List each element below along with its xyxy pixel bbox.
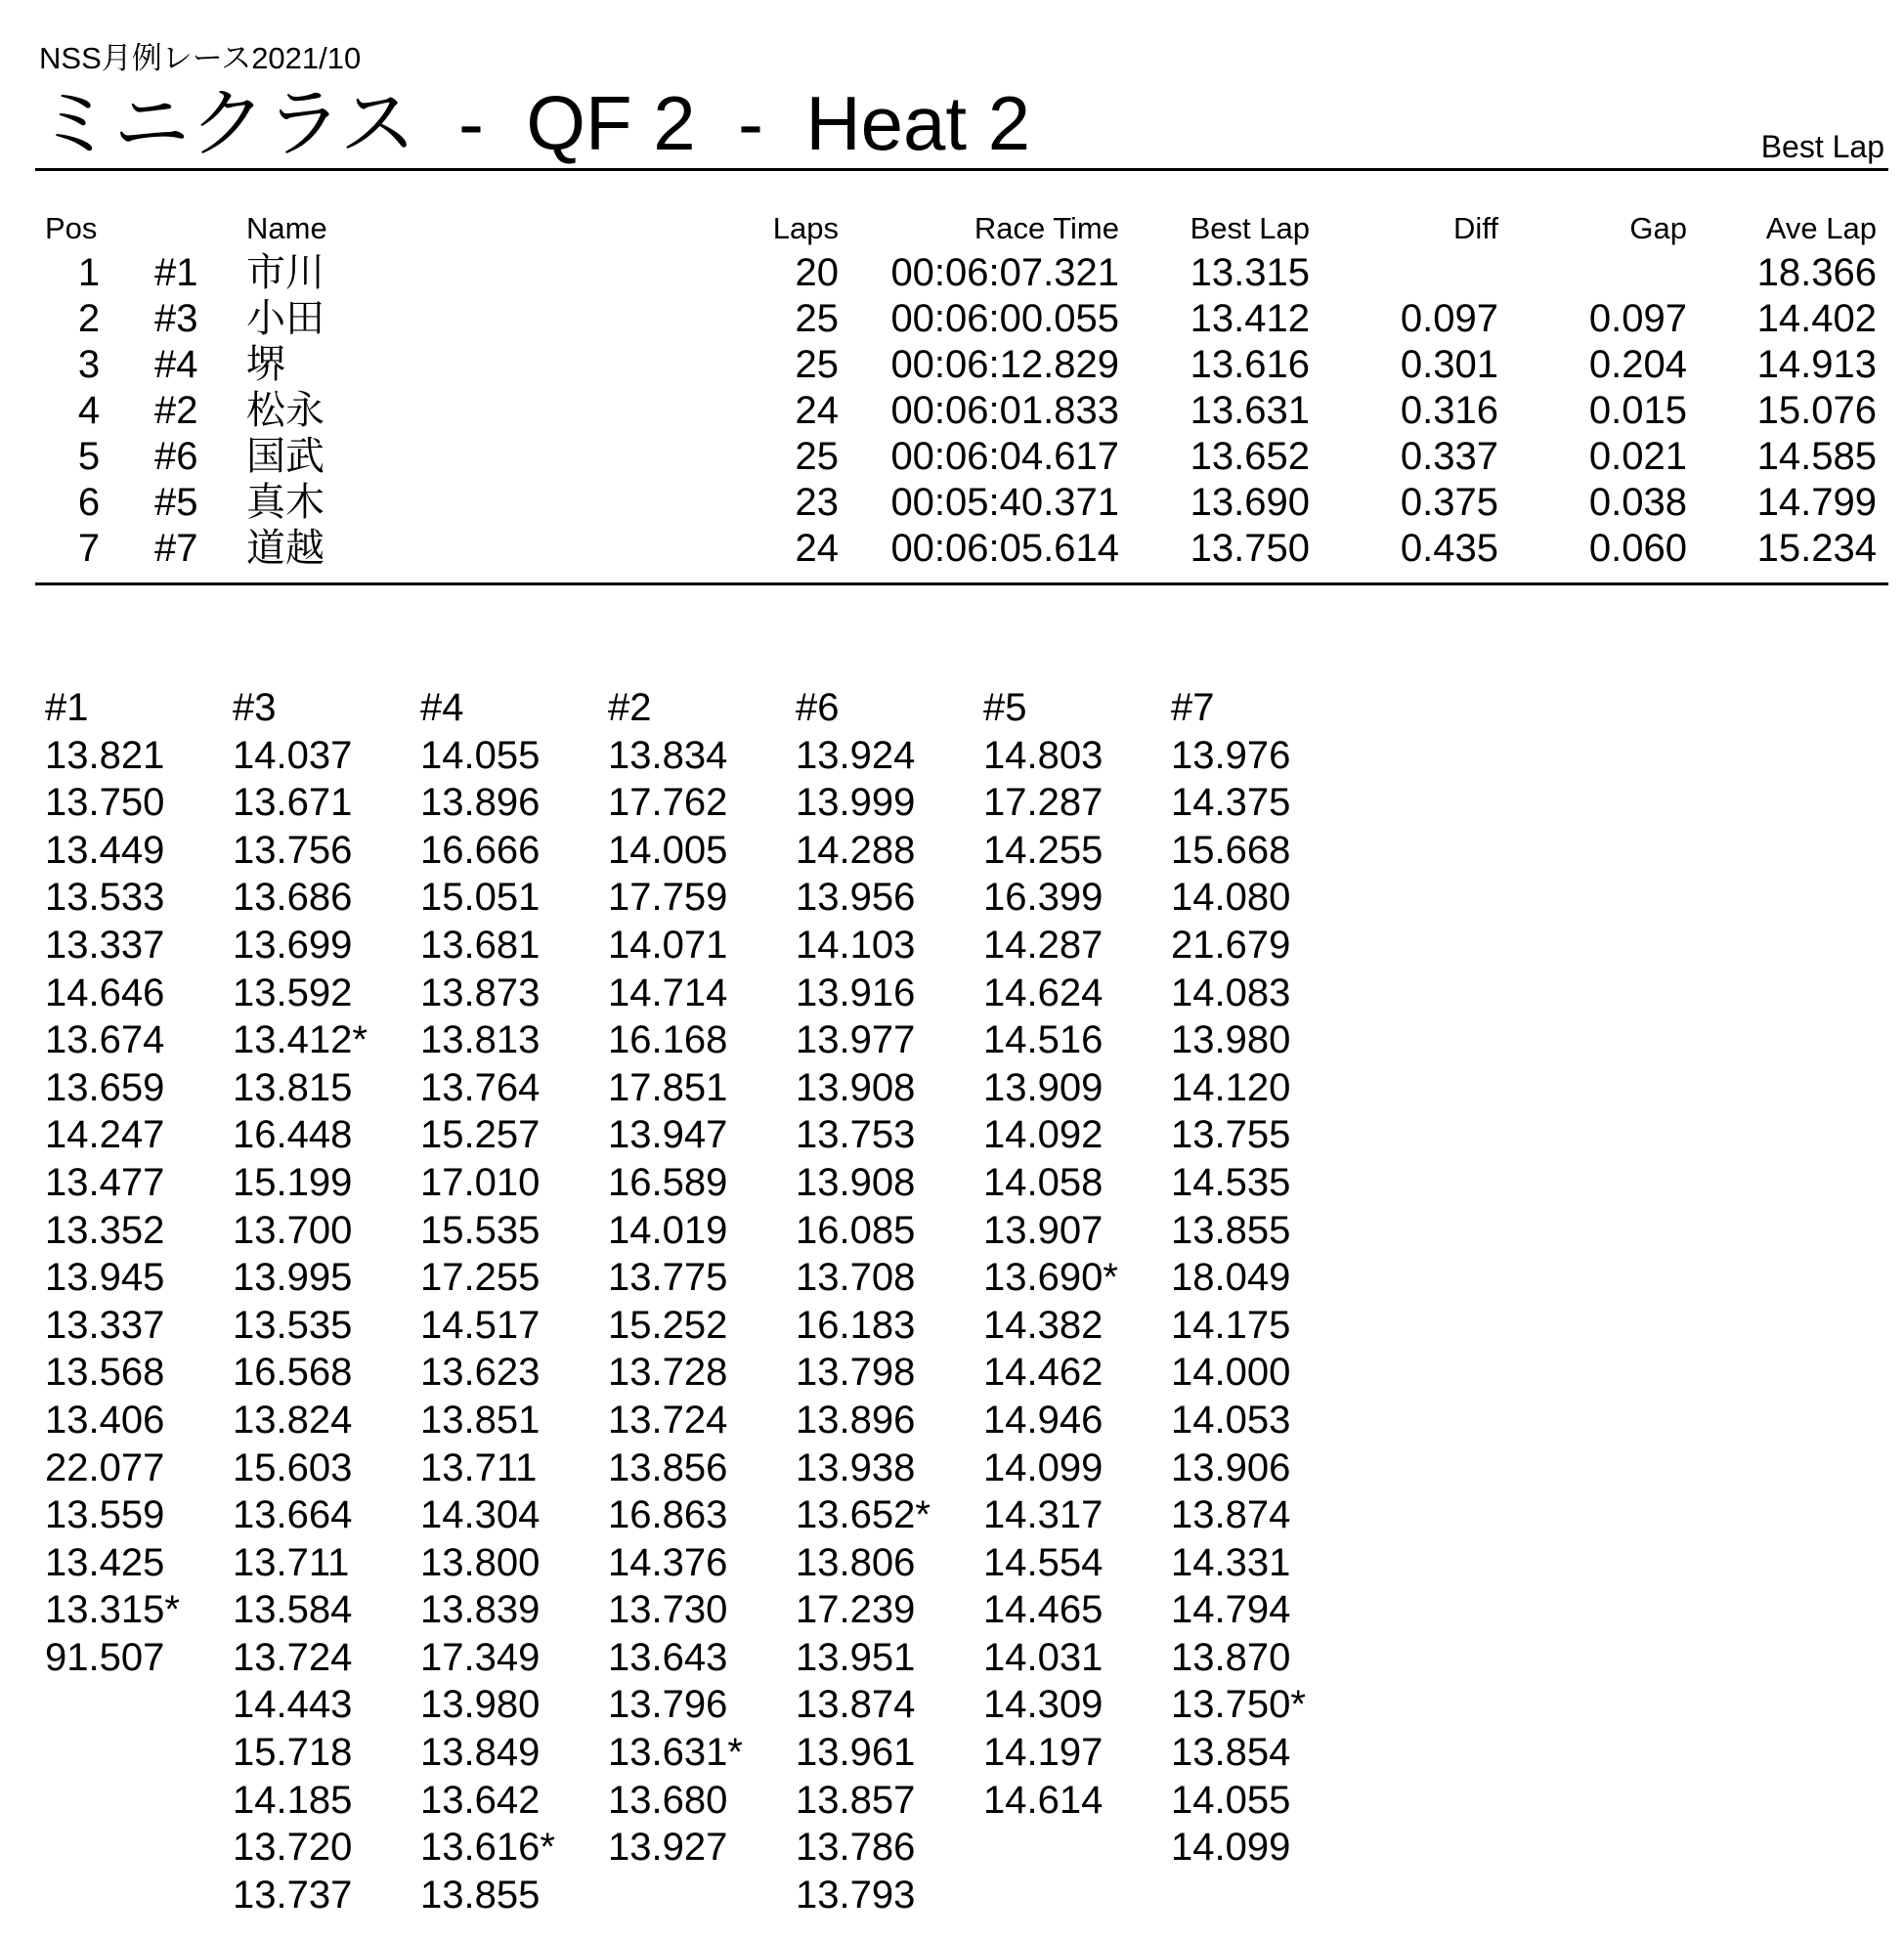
result-pos: 3 [77, 343, 101, 386]
lap-time: 13.337 [45, 1303, 165, 1347]
lap-column [608, 684, 794, 1872]
lap-column-header: #6 [796, 686, 840, 729]
lap-time: 15.051 [420, 876, 541, 920]
result-num: #2 [154, 389, 198, 432]
lap-time: 13.755 [1171, 1113, 1291, 1157]
lap-column [796, 684, 981, 1918]
lap-time: 13.927 [608, 1826, 728, 1870]
lap-time: 17.851 [608, 1065, 728, 1109]
result-row [0, 342, 1904, 388]
col-header-pos: Pos [45, 211, 98, 245]
lap-time: 14.946 [983, 1398, 1103, 1442]
lap-time: 16.168 [608, 1018, 728, 1062]
col-header-gap: Gap [1629, 211, 1687, 245]
lap-time: 13.412* [233, 1018, 368, 1062]
lap-time: 13.720 [233, 1826, 353, 1870]
result-ave-lap: 18.366 [1756, 251, 1877, 294]
lap-column [983, 684, 1169, 1824]
result-diff: 0.337 [1400, 435, 1498, 478]
lap-column [1171, 684, 1357, 1872]
result-race-time: 00:05:40.371 [890, 481, 1119, 524]
lap-time: 13.724 [233, 1635, 353, 1679]
lap-time: 14.058 [983, 1160, 1103, 1204]
lap-time: 91.507 [45, 1635, 165, 1679]
lap-time: 13.623 [420, 1351, 541, 1395]
result-name: 市川 [246, 251, 325, 294]
lap-time: 13.753 [796, 1113, 916, 1157]
lap-time: 14.103 [796, 923, 916, 967]
lap-time: 13.711 [420, 1445, 538, 1489]
result-laps: 20 [795, 251, 839, 294]
result-diff: 0.316 [1400, 389, 1498, 432]
lap-time: 17.762 [608, 781, 728, 825]
lap-time: 14.517 [420, 1303, 541, 1347]
lap-time: 13.737 [233, 1873, 353, 1917]
lap-time: 13.951 [796, 1635, 916, 1679]
lap-time: 13.980 [1171, 1018, 1291, 1062]
lap-time: 14.554 [983, 1540, 1103, 1584]
lap-time: 15.257 [420, 1113, 541, 1157]
lap-time: 13.477 [45, 1160, 165, 1204]
lap-time: 13.631* [608, 1731, 743, 1775]
lap-time: 13.671 [233, 781, 353, 825]
lap-time: 15.199 [233, 1160, 353, 1204]
lap-time: 13.664 [233, 1493, 353, 1537]
result-pos: 4 [77, 389, 101, 432]
lap-time: 13.584 [233, 1588, 353, 1632]
lap-time: 13.337 [45, 923, 165, 967]
lap-time: 14.071 [608, 923, 728, 967]
lap-time: 14.120 [1171, 1065, 1291, 1109]
lap-time: 13.855 [420, 1873, 541, 1917]
col-header-diff: Diff [1453, 211, 1498, 245]
result-gap: 0.204 [1588, 343, 1687, 386]
result-name: 堺 [246, 343, 285, 386]
lap-time: 13.834 [608, 733, 728, 777]
lap-time: 14.185 [233, 1778, 353, 1822]
lap-time: 13.786 [796, 1826, 916, 1870]
result-row [0, 296, 1904, 342]
lap-column-header: #5 [983, 686, 1027, 729]
page-title: ミニクラス - QF 2 - Heat 2 [37, 80, 1031, 166]
lap-time: 14.304 [420, 1493, 541, 1537]
result-num: #6 [154, 435, 198, 478]
lap-time: 16.085 [796, 1208, 916, 1252]
lap-time: 13.815 [233, 1065, 353, 1109]
lap-time: 13.793 [796, 1873, 916, 1917]
lap-time: 14.462 [983, 1351, 1103, 1395]
lap-time: 14.309 [983, 1683, 1103, 1727]
lap-time: 17.759 [608, 876, 728, 920]
lap-time: 13.616* [420, 1826, 555, 1870]
result-gap: 0.060 [1588, 527, 1687, 570]
lap-column [45, 684, 231, 1681]
lap-time: 13.947 [608, 1113, 728, 1157]
lap-time: 14.516 [983, 1018, 1103, 1062]
result-diff: 0.435 [1400, 527, 1498, 570]
result-pos: 2 [77, 297, 101, 340]
lap-time: 14.005 [608, 828, 728, 872]
lap-time: 13.874 [796, 1683, 916, 1727]
lap-time: 13.315* [45, 1588, 180, 1632]
lap-time: 13.824 [233, 1398, 353, 1442]
result-name: 松永 [246, 389, 325, 432]
lap-time: 15.252 [608, 1303, 728, 1347]
lap-time: 14.197 [983, 1731, 1103, 1775]
result-diff: 0.301 [1400, 343, 1498, 386]
result-gap: 0.038 [1588, 481, 1687, 524]
lap-time: 13.976 [1171, 733, 1291, 777]
result-best-lap: 13.652 [1190, 435, 1310, 478]
lap-time: 21.679 [1171, 923, 1291, 967]
lap-time: 14.055 [420, 733, 541, 777]
result-pos: 5 [77, 435, 101, 478]
result-race-time: 00:06:07.321 [890, 251, 1119, 294]
lap-time: 13.533 [45, 876, 165, 920]
lap-time: 14.803 [983, 733, 1103, 777]
lap-time: 13.849 [420, 1731, 541, 1775]
lap-time: 14.080 [1171, 876, 1291, 920]
lap-time: 14.019 [608, 1208, 728, 1252]
lap-time: 13.896 [420, 781, 541, 825]
lap-time: 14.443 [233, 1683, 353, 1727]
result-name: 国武 [246, 435, 325, 478]
lap-time: 13.711 [233, 1540, 350, 1584]
result-best-lap: 13.750 [1190, 527, 1310, 570]
lap-time: 13.854 [1171, 1731, 1291, 1775]
lap-time: 13.652* [796, 1493, 930, 1537]
lap-time: 13.856 [608, 1445, 728, 1489]
lap-time: 13.449 [45, 828, 165, 872]
result-best-lap: 13.690 [1190, 481, 1310, 524]
results-table [0, 205, 1904, 572]
col-header-ave-lap: Ave Lap [1765, 211, 1877, 245]
result-pos: 6 [77, 481, 101, 524]
lap-time: 13.708 [796, 1256, 916, 1300]
lap-time: 14.053 [1171, 1398, 1291, 1442]
lap-time: 18.049 [1171, 1256, 1291, 1300]
lap-column-header: #7 [1171, 686, 1215, 729]
lap-time: 13.800 [420, 1540, 541, 1584]
col-header-name: Name [246, 211, 327, 245]
lap-time: 16.448 [233, 1113, 353, 1157]
lap-time: 13.908 [796, 1065, 916, 1109]
result-laps: 25 [795, 435, 839, 478]
lap-time: 13.909 [983, 1065, 1103, 1109]
lap-column [233, 684, 418, 1918]
lap-time: 14.794 [1171, 1588, 1291, 1632]
result-best-lap: 13.631 [1190, 389, 1310, 432]
lap-time: 13.796 [608, 1683, 728, 1727]
result-ave-lap: 14.913 [1756, 343, 1877, 386]
lap-time: 13.724 [608, 1398, 728, 1442]
result-race-time: 00:06:12.829 [890, 343, 1119, 386]
result-row [0, 480, 1904, 526]
lap-time: 14.247 [45, 1113, 165, 1157]
lap-time: 15.603 [233, 1445, 353, 1489]
lap-time: 13.907 [983, 1208, 1103, 1252]
result-race-time: 00:06:05.614 [890, 527, 1119, 570]
lap-time: 14.714 [608, 970, 728, 1014]
col-header-best-lap: Best Lap [1190, 211, 1310, 245]
lap-time: 13.873 [420, 970, 541, 1014]
results-divider [35, 582, 1888, 585]
lap-time: 14.614 [983, 1778, 1103, 1822]
lap-time: 14.037 [233, 733, 353, 777]
lap-time: 14.288 [796, 828, 916, 872]
lap-time: 14.331 [1171, 1540, 1291, 1584]
lap-time: 16.568 [233, 1351, 353, 1395]
lap-time: 13.690* [983, 1256, 1118, 1300]
result-pos: 1 [77, 251, 101, 294]
lap-time: 17.349 [420, 1635, 541, 1679]
lap-time: 14.287 [983, 923, 1103, 967]
lap-time: 13.730 [608, 1588, 728, 1632]
result-laps: 25 [795, 343, 839, 386]
lap-time: 13.906 [1171, 1445, 1291, 1489]
result-num: #5 [154, 481, 198, 524]
result-num: #4 [154, 343, 198, 386]
result-num: #1 [154, 251, 198, 294]
lap-time: 13.535 [233, 1303, 353, 1347]
lap-time: 13.559 [45, 1493, 165, 1537]
header-divider [35, 168, 1888, 171]
lap-time: 14.646 [45, 970, 165, 1014]
lap-time: 14.175 [1171, 1303, 1291, 1347]
lap-time: 14.375 [1171, 781, 1291, 825]
result-num: #3 [154, 297, 198, 340]
result-row [0, 434, 1904, 480]
lap-time: 13.568 [45, 1351, 165, 1395]
lap-time: 17.287 [983, 781, 1103, 825]
result-race-time: 00:06:01.833 [890, 389, 1119, 432]
results-header-row [0, 205, 1904, 250]
lap-time: 13.839 [420, 1588, 541, 1632]
lap-time: 13.425 [45, 1540, 165, 1584]
lap-time: 14.099 [1171, 1826, 1291, 1870]
lap-time: 13.961 [796, 1731, 916, 1775]
lap-time: 16.399 [983, 876, 1103, 920]
lap-time: 13.896 [796, 1398, 916, 1442]
lap-time: 13.756 [233, 828, 353, 872]
result-ave-lap: 14.585 [1756, 435, 1877, 478]
lap-column [420, 684, 606, 1918]
lap-time: 13.945 [45, 1256, 165, 1300]
lap-time: 13.775 [608, 1256, 728, 1300]
result-row [0, 250, 1904, 296]
lap-time: 13.674 [45, 1018, 165, 1062]
result-laps: 24 [795, 389, 839, 432]
lap-time: 13.659 [45, 1065, 165, 1109]
lap-time: 14.317 [983, 1493, 1103, 1537]
lap-time: 13.686 [233, 876, 353, 920]
lap-time: 13.680 [608, 1778, 728, 1822]
lap-time: 13.857 [796, 1778, 916, 1822]
sort-label: Best Lap [1760, 129, 1884, 164]
result-pos: 7 [77, 527, 101, 570]
lap-time: 13.924 [796, 733, 916, 777]
result-best-lap: 13.616 [1190, 343, 1310, 386]
lap-time: 14.535 [1171, 1160, 1291, 1204]
lap-time: 13.980 [420, 1683, 541, 1727]
lap-time: 13.406 [45, 1398, 165, 1442]
result-race-time: 00:06:04.617 [890, 435, 1119, 478]
result-laps: 24 [795, 527, 839, 570]
lap-column-header: #3 [233, 686, 277, 729]
lap-time: 13.916 [796, 970, 916, 1014]
result-name: 小田 [246, 297, 325, 340]
lap-time: 13.700 [233, 1208, 353, 1252]
lap-time: 14.255 [983, 828, 1103, 872]
lap-time: 13.870 [1171, 1635, 1291, 1679]
lap-time: 14.083 [1171, 970, 1291, 1014]
lap-time: 17.255 [420, 1256, 541, 1300]
lap-column-header: #4 [420, 686, 464, 729]
lap-time: 13.728 [608, 1351, 728, 1395]
lap-time: 13.855 [1171, 1208, 1291, 1252]
lap-time: 13.642 [420, 1778, 541, 1822]
lap-time: 14.000 [1171, 1351, 1291, 1395]
lap-time: 13.750* [1171, 1683, 1306, 1727]
result-best-lap: 13.412 [1190, 297, 1310, 340]
result-gap: 0.021 [1588, 435, 1687, 478]
lap-time: 13.352 [45, 1208, 165, 1252]
result-name: 真木 [246, 481, 325, 524]
lap-time: 14.465 [983, 1588, 1103, 1632]
lap-time: 15.535 [420, 1208, 541, 1252]
lap-time: 13.908 [796, 1160, 916, 1204]
lap-time: 15.718 [233, 1731, 353, 1775]
lap-time: 13.592 [233, 970, 353, 1014]
result-ave-lap: 14.799 [1756, 481, 1877, 524]
lap-time: 15.668 [1171, 828, 1291, 872]
lap-time: 14.055 [1171, 1778, 1291, 1822]
result-laps: 25 [795, 297, 839, 340]
lap-time: 13.681 [420, 923, 541, 967]
lap-time: 13.956 [796, 876, 916, 920]
result-best-lap: 13.315 [1190, 251, 1310, 294]
event-subtitle: NSS月例レース2021/10 [39, 41, 362, 75]
result-diff: 0.375 [1400, 481, 1498, 524]
lap-time: 14.376 [608, 1540, 728, 1584]
lap-time: 22.077 [45, 1445, 165, 1489]
lap-time: 13.813 [420, 1018, 541, 1062]
result-laps: 23 [795, 481, 839, 524]
lap-time: 16.863 [608, 1493, 728, 1537]
result-row [0, 526, 1904, 572]
result-row [0, 388, 1904, 434]
lap-time: 16.183 [796, 1303, 916, 1347]
lap-column-header: #2 [608, 686, 652, 729]
result-gap: 0.015 [1588, 389, 1687, 432]
result-ave-lap: 14.402 [1756, 297, 1877, 340]
lap-time: 14.031 [983, 1635, 1103, 1679]
result-ave-lap: 15.234 [1756, 527, 1877, 570]
result-gap: 0.097 [1588, 297, 1687, 340]
lap-time: 13.874 [1171, 1493, 1291, 1537]
lap-time: 14.099 [983, 1445, 1103, 1489]
col-header-laps: Laps [772, 211, 839, 245]
lap-time: 13.977 [796, 1018, 916, 1062]
lap-time: 13.764 [420, 1065, 541, 1109]
lap-time: 17.010 [420, 1160, 541, 1204]
lap-time: 13.643 [608, 1635, 728, 1679]
col-header-race-time: Race Time [974, 211, 1119, 245]
lap-time: 13.806 [796, 1540, 916, 1584]
lap-column-header: #1 [45, 686, 89, 729]
result-num: #7 [154, 527, 198, 570]
lap-time: 14.092 [983, 1113, 1103, 1157]
lap-time: 17.239 [796, 1588, 916, 1632]
lap-time: 13.995 [233, 1256, 353, 1300]
result-name: 道越 [246, 527, 325, 570]
lap-time: 13.750 [45, 781, 165, 825]
lap-time: 13.821 [45, 733, 165, 777]
result-ave-lap: 15.076 [1756, 389, 1877, 432]
lap-time: 14.382 [983, 1303, 1103, 1347]
lap-time: 13.851 [420, 1398, 541, 1442]
lap-time: 16.666 [420, 828, 541, 872]
lap-time: 13.938 [796, 1445, 916, 1489]
lap-time: 14.624 [983, 970, 1103, 1014]
lap-time: 13.999 [796, 781, 916, 825]
result-race-time: 00:06:00.055 [890, 297, 1119, 340]
lap-time: 13.798 [796, 1351, 916, 1395]
lap-time: 13.699 [233, 923, 353, 967]
result-diff: 0.097 [1400, 297, 1498, 340]
lap-time: 16.589 [608, 1160, 728, 1204]
